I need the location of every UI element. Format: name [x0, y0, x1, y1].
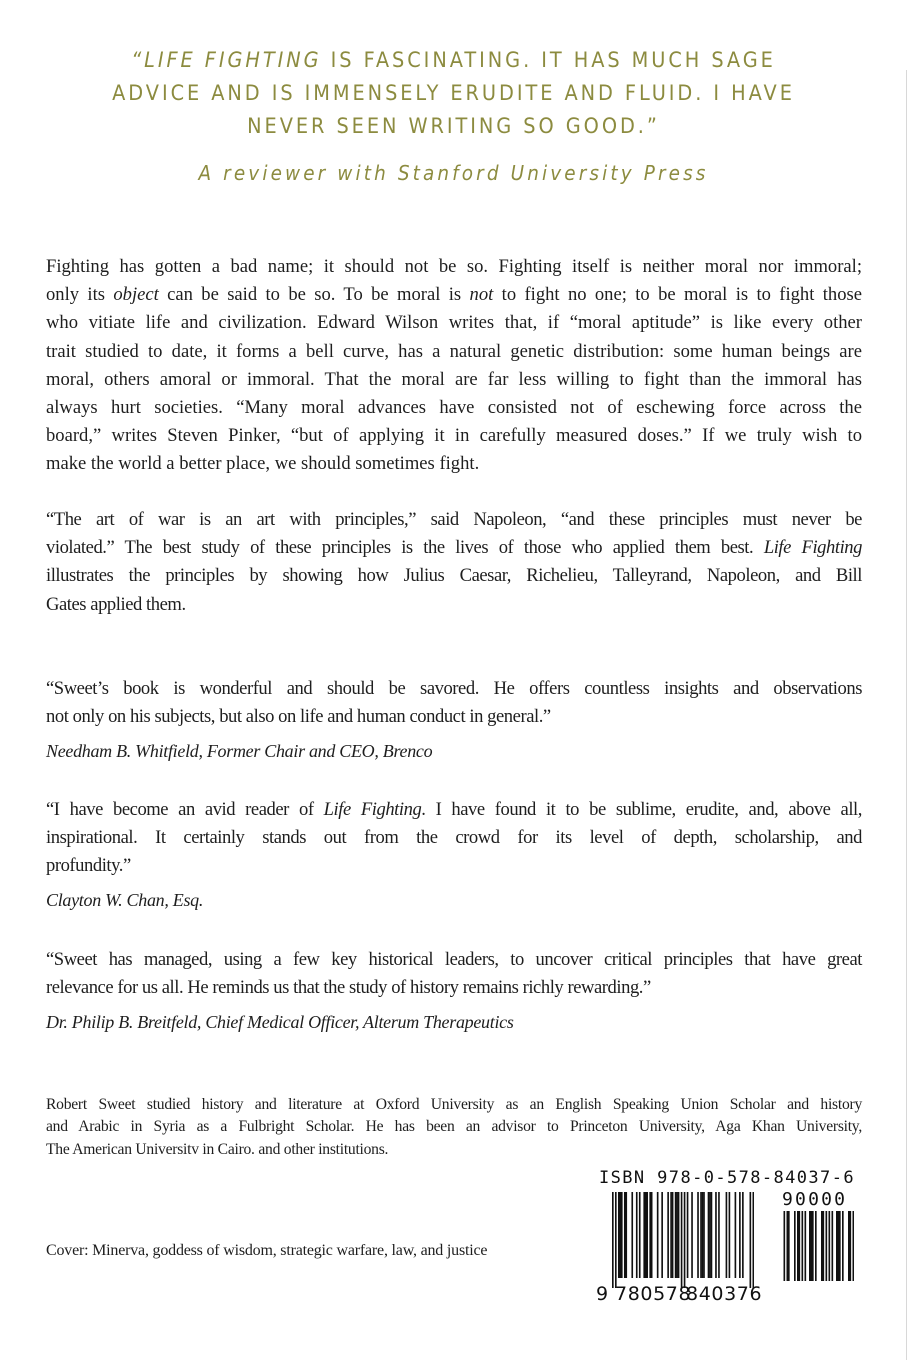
barcode-bar	[753, 1192, 754, 1288]
text-line	[46, 974, 862, 1002]
barcode-bar	[735, 1192, 737, 1278]
barcode-bar	[636, 1192, 638, 1278]
text-line	[46, 253, 862, 281]
barcode-bar	[618, 1192, 620, 1278]
text-line	[46, 824, 862, 852]
addon-bar	[842, 1211, 844, 1281]
barcode-bar	[709, 1192, 711, 1278]
barcode-bar	[649, 1192, 651, 1278]
text-line	[46, 534, 862, 562]
barcode-bar	[667, 1192, 669, 1278]
text-run: “Sweet’s book is wonderful and should be savored. He offers countless insights and observations	[46, 678, 862, 699]
text-line	[46, 366, 862, 394]
blurb-credit: A reviewer with Stanford University Press	[198, 161, 709, 185]
addon-bar	[797, 1211, 799, 1281]
barcode-bar	[702, 1192, 704, 1278]
italic-run: Life Fighting	[323, 799, 422, 820]
italic-run: object	[113, 284, 159, 306]
text-run: Fighting has gotten a bad name; it should not be so. Fighting itself is neither moral nor immoral;	[46, 256, 862, 277]
blurb-line	[73, 77, 834, 110]
text-run: . I have found it to be sublime, erudite, and, above all,	[421, 799, 862, 820]
testimonial-2-attribution: Clayton W. Chan, Esq.	[46, 890, 204, 910]
barcode-bar	[651, 1192, 653, 1278]
barcode-bar	[739, 1192, 741, 1278]
barcode-bar	[631, 1192, 633, 1278]
text-run: trait studied to date, it forms a bell curve, has a natural genetic distribution: some human beings are	[46, 340, 862, 362]
text-line	[46, 506, 862, 534]
text-line	[46, 946, 862, 974]
barcode-bar	[700, 1192, 702, 1278]
barcode-bar	[715, 1192, 717, 1278]
barcode-bar	[726, 1192, 728, 1278]
text-line	[46, 450, 862, 478]
addon-bar	[802, 1211, 804, 1281]
addon-bar	[788, 1211, 790, 1281]
author-bio	[46, 1094, 862, 1161]
blurb-line-text: IS FASCINATING. IT HAS MUCH SAGE	[321, 48, 776, 72]
addon-bar	[823, 1211, 825, 1281]
barcode-bar	[691, 1192, 693, 1278]
barcode-bar	[657, 1192, 659, 1278]
text-run: make the world a better place, we should sometimes fight.	[46, 453, 480, 475]
addon-bar	[821, 1211, 823, 1281]
blurb-line	[73, 110, 834, 143]
text-run: Gates applied them.	[46, 593, 186, 615]
blurb-line	[73, 44, 834, 77]
barcode-bar	[708, 1192, 710, 1278]
text-run: only its	[46, 284, 114, 306]
addon-bar	[829, 1211, 831, 1281]
addon-bar	[787, 1211, 789, 1281]
barcode-bar	[625, 1192, 627, 1278]
barcode-bar	[687, 1192, 689, 1278]
ean-digits	[596, 1283, 762, 1305]
text-run: board,” writes Steven Pinker, “but of applying it in carefully measured doses.” If we truly wish to	[46, 425, 862, 447]
barcode-bar	[703, 1192, 705, 1278]
text-run: can be said to be so. To be moral is	[158, 284, 470, 306]
italic-run: Life Fighting	[763, 537, 862, 559]
addon-bar	[836, 1211, 838, 1281]
addon-bar	[838, 1211, 840, 1281]
barcode-bar	[643, 1192, 645, 1278]
text-run: “I have become an avid reader of	[46, 799, 324, 820]
barcode-bar	[645, 1192, 647, 1278]
isbn-label: ISBN 978-0-578-84037-6	[599, 1168, 855, 1188]
addon-bar	[826, 1211, 828, 1281]
text-run: who vitiate life and civilization. Edward Wilson writes that, if “moral aptitude” is like every other	[46, 312, 862, 334]
bio-line: and Arabic in Syria as a Fulbright Scholar. He has been an advisor to Princeton University, Aga Khan University,	[46, 1118, 862, 1136]
barcode-bar	[619, 1192, 621, 1278]
barcode-bar	[624, 1192, 626, 1278]
text-line	[46, 591, 862, 619]
barcode-bar	[697, 1192, 699, 1278]
barcode-bar	[621, 1192, 623, 1278]
text-line	[46, 852, 862, 880]
text-line	[46, 422, 862, 450]
addon-bar	[799, 1211, 801, 1281]
text-line	[46, 675, 862, 703]
text-run: moral, others amoral or immoral. That the moral are far less willing to fight than the immoral has	[46, 368, 862, 390]
review-blurb	[73, 44, 834, 143]
barcode-bar	[675, 1192, 677, 1278]
cover-credit-note: Cover: Minerva, goddess of wisdom, strategic warfare, law, and justice	[46, 1242, 488, 1259]
bio-line: Robert Sweet studied history and literature at Oxford University as an English Speaking Union Scholar and history	[46, 1096, 862, 1113]
text-line	[46, 394, 862, 422]
barcode-bar	[670, 1192, 672, 1278]
barcode-bar	[684, 1192, 686, 1288]
addon-bar	[850, 1211, 852, 1281]
text-run: illustrates the principles by showing how Julius Caesar, Richelieu, Talleyrand, Napoleon, and Bill	[46, 565, 862, 587]
addon-bar	[839, 1211, 841, 1281]
testimonial-3-attribution: Dr. Philip B. Breitfeld, Chief Medical Officer, Alterum Therapeutics	[46, 1012, 514, 1032]
addon-bar	[815, 1211, 817, 1281]
addon-bar	[811, 1211, 813, 1281]
text-run: not only on his subjects, but also on life and human conduct in general.”	[46, 706, 551, 728]
barcode-bar	[678, 1192, 680, 1278]
bio-line: The American Universitv in Cairo. and other institutions.	[46, 1140, 389, 1158]
barcode-bar	[612, 1192, 614, 1288]
text-line	[46, 309, 862, 337]
text-run: violated.” The best study of these principles is the lives of those who applied them best.	[46, 537, 764, 559]
blurb-title-italic: “LIFE FIGHTING	[131, 48, 322, 72]
barcode-bar	[639, 1192, 641, 1278]
testimonial-1-quote	[46, 675, 862, 731]
blurb-line-text: NEVER SEEN WRITING SO GOOD.”	[247, 114, 660, 138]
text-line	[46, 562, 862, 590]
testimonial-2-quote	[46, 796, 862, 881]
ean13-barcode	[612, 1192, 754, 1288]
description-paragraph-1	[46, 253, 862, 479]
text-line	[46, 703, 862, 731]
text-line	[46, 281, 862, 309]
price-addon-barcode	[782, 1211, 854, 1281]
text-run: “The art of war is an art with principles,” said Napoleon, “and these principles must never be	[46, 509, 862, 530]
text-line	[46, 338, 862, 366]
barcode-bar	[742, 1192, 744, 1278]
text-run: profundity.”	[46, 855, 131, 877]
addon-bar	[832, 1211, 834, 1281]
addon-bar	[794, 1211, 796, 1281]
italic-run: not	[469, 284, 494, 306]
barcode-bar	[615, 1192, 617, 1288]
barcode-bar	[672, 1192, 674, 1278]
addon-bar	[848, 1211, 850, 1281]
addon-bar	[809, 1211, 811, 1281]
ean-first-digit: 9	[596, 1283, 609, 1305]
blurb-line-text: ADVICE AND IS IMMENSELY ERUDITE AND FLUID. I HAVE	[112, 81, 795, 105]
text-run: inspirational. It certainly stands out from the crowd for its level of depth, scholarship, and	[46, 827, 862, 849]
addon-bar	[805, 1211, 807, 1281]
text-line	[46, 796, 862, 824]
text-run: to fight no one; to be moral is to fight those	[493, 284, 862, 306]
addon-bar	[853, 1211, 855, 1281]
price-code-label: 90000	[782, 1189, 848, 1210]
barcode-bar	[718, 1192, 720, 1278]
ean-left-group: 780578	[615, 1283, 692, 1305]
barcode-bar	[750, 1192, 752, 1288]
text-run: always hurt societies. “Many moral advances have consisted not of eschewing force across the	[46, 397, 862, 419]
barcode-bar	[661, 1192, 663, 1278]
description-paragraph-2	[46, 506, 862, 619]
text-run: relevance for us all. He reminds us that the study of history remains richly rewarding.”	[46, 977, 651, 999]
addon-bar	[784, 1211, 786, 1281]
barcode-bar	[676, 1192, 678, 1278]
text-run: “Sweet has managed, using a few key historical leaders, to uncover critical principles that have great	[46, 949, 862, 970]
addon-bar	[812, 1211, 814, 1281]
testimonial-1-attribution: Needham B. Whitfield, Former Chair and CEO, Brenco	[46, 741, 433, 761]
barcode-bar	[646, 1192, 648, 1278]
barcode-bar	[681, 1192, 683, 1288]
barcode-bar	[729, 1192, 731, 1278]
testimonial-3-quote	[46, 946, 862, 1002]
barcode-bar	[711, 1192, 713, 1278]
ean-right-group: 840376	[686, 1283, 763, 1305]
